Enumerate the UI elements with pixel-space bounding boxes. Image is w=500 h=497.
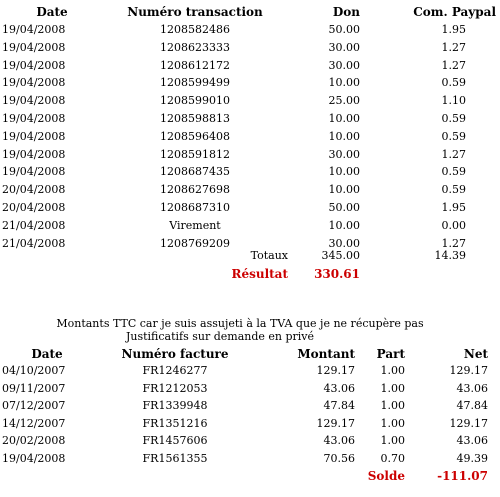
row-com: 1.27 <box>441 40 466 54</box>
invoice-part: 1.00 <box>380 399 405 412</box>
row-transaction: 1208596408 <box>160 129 230 143</box>
invoice-montant: 129.17 <box>316 364 355 377</box>
row-don: 10.00 <box>328 183 360 197</box>
row-don: 50.00 <box>328 201 360 214</box>
row-don: 30.00 <box>328 147 360 161</box>
row-com: 0.59 <box>441 165 466 179</box>
row-transaction: Virement <box>169 218 221 232</box>
row-don: 10.00 <box>328 112 360 125</box>
row-transaction: 1208687435 <box>160 165 230 179</box>
invoice-number: FR1339948 <box>142 399 208 412</box>
invoice-date: 09/11/2007 <box>2 381 66 395</box>
invoice-net: 49.39 <box>456 451 488 465</box>
row-don: 10.00 <box>328 76 360 90</box>
invoice-number: FR1351216 <box>142 416 208 430</box>
row-date: 19/04/2008 <box>2 94 66 108</box>
solde-value: -111.07 <box>437 469 488 483</box>
row-transaction: 1208599499 <box>160 76 230 90</box>
invoice-montant: 43.06 <box>323 381 355 395</box>
row-transaction: 1208598813 <box>160 112 230 125</box>
row-transaction: 1208591812 <box>160 147 230 161</box>
row-don: 10.00 <box>328 165 360 179</box>
row-date: 19/04/2008 <box>2 147 66 161</box>
row-don: 10.00 <box>328 218 360 232</box>
total-don: 345.00 <box>321 249 360 262</box>
invoice-net: 47.84 <box>456 399 488 412</box>
invoice-montant: 129.17 <box>316 416 355 430</box>
row-date: 21/04/2008 <box>2 236 66 250</box>
row-date: 21/04/2008 <box>2 218 66 232</box>
invoice-date: 14/12/2007 <box>2 416 66 430</box>
solde-label: Solde <box>367 469 405 483</box>
row-transaction: 1208687310 <box>160 201 230 214</box>
row-date: 19/04/2008 <box>2 23 66 36</box>
invoice-date: 07/12/2007 <box>2 399 66 412</box>
invoice-net: 43.06 <box>456 381 488 395</box>
row-date: 19/04/2008 <box>2 165 66 179</box>
row-date: 20/04/2008 <box>2 183 66 197</box>
note-line-2: Justificatifs sur demande en privé <box>125 330 315 343</box>
resultat-value: 330.61 <box>314 267 360 281</box>
row-com: 1.27 <box>441 236 466 250</box>
row-date: 19/04/2008 <box>2 40 66 54</box>
invoices-header-montant: Montant <box>297 347 355 361</box>
note-line-1: Montants TTC car je suis assujeti à la TVA que je ne récupère pas <box>56 317 424 330</box>
invoices-header-facture: Numéro facture <box>121 347 229 361</box>
row-transaction: 1208612172 <box>160 58 230 72</box>
invoice-net: 129.17 <box>449 364 488 377</box>
total-com: 14.39 <box>434 249 466 262</box>
row-transaction: 1208582486 <box>160 23 230 36</box>
invoices-header-net: Net <box>463 347 488 361</box>
row-don: 30.00 <box>328 236 360 250</box>
row-com: 0.59 <box>441 112 466 125</box>
row-com: 0.59 <box>441 129 466 143</box>
row-transaction: 1208627698 <box>160 183 230 197</box>
row-transaction: 1208769209 <box>160 236 230 250</box>
invoice-net: 129.17 <box>449 416 488 430</box>
invoice-part: 1.00 <box>380 364 405 377</box>
row-don: 50.00 <box>328 23 360 36</box>
row-com: 1.27 <box>441 147 466 161</box>
donations-header-com: Com. Paypal <box>413 5 496 19</box>
invoices-header-part: Part <box>376 347 405 361</box>
resultat-label: Résultat <box>231 267 288 281</box>
row-com: 0.00 <box>441 218 466 232</box>
invoice-number: FR1212053 <box>142 381 208 395</box>
row-com: 1.95 <box>441 23 466 36</box>
row-date: 19/04/2008 <box>2 112 66 125</box>
donations-header-don: Don <box>332 5 360 19</box>
invoice-date: 19/04/2008 <box>2 451 66 465</box>
invoices-header-date: Date <box>31 347 63 361</box>
row-com: 1.10 <box>441 94 466 108</box>
row-don: 30.00 <box>328 40 360 54</box>
row-transaction: 1208599010 <box>160 94 230 108</box>
row-date: 19/04/2008 <box>2 58 66 72</box>
row-date: 19/04/2008 <box>2 129 66 143</box>
invoice-part: 1.00 <box>380 434 405 447</box>
invoice-montant: 70.56 <box>323 451 355 465</box>
donations-header-transaction: Numéro transaction <box>127 5 263 19</box>
row-date: 19/04/2008 <box>2 76 66 90</box>
donations-header-date: Date <box>36 5 68 19</box>
invoice-part: 1.00 <box>380 416 405 430</box>
invoice-part: 0.70 <box>380 451 405 465</box>
row-date: 20/04/2008 <box>2 201 66 214</box>
row-transaction: 1208623333 <box>160 40 230 54</box>
row-don: 10.00 <box>328 129 360 143</box>
invoice-montant: 43.06 <box>323 434 355 447</box>
invoice-montant: 47.84 <box>323 399 355 412</box>
row-don: 30.00 <box>328 58 360 72</box>
invoice-date: 04/10/2007 <box>2 364 66 377</box>
invoice-part: 1.00 <box>380 381 405 395</box>
row-com: 0.59 <box>441 183 466 197</box>
invoice-number: FR1246277 <box>142 364 208 377</box>
invoice-date: 20/02/2008 <box>2 434 66 447</box>
row-com: 1.95 <box>441 201 466 214</box>
invoice-net: 43.06 <box>456 434 488 447</box>
totaux-label: Totaux <box>250 249 288 262</box>
invoice-number: FR1561355 <box>142 451 208 465</box>
invoice-number: FR1457606 <box>142 434 208 447</box>
row-don: 25.00 <box>328 94 360 108</box>
row-com: 0.59 <box>441 76 466 90</box>
row-com: 1.27 <box>441 58 466 72</box>
